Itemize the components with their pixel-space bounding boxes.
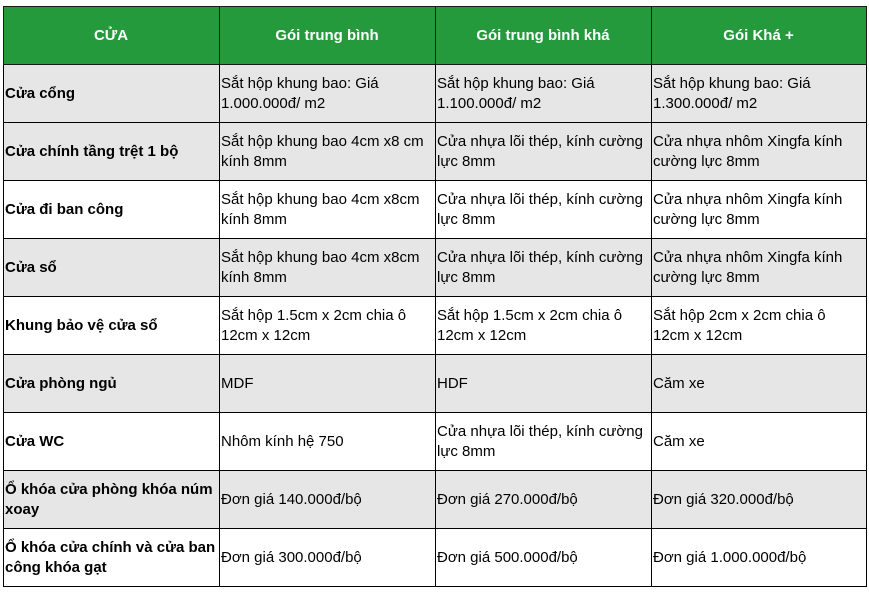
row-label: Ổ khóa cửa chính và cửa ban công khóa gạt xyxy=(4,529,220,587)
table-row xyxy=(4,529,867,587)
row-label: Cửa WC xyxy=(4,413,220,471)
table-cell: Đơn giá 140.000đ/bộ xyxy=(220,471,436,529)
table-cell: Sắt hộp 1.5cm x 2cm chia ô 12cm x 12cm xyxy=(436,297,652,355)
row-label: Cửa cổng xyxy=(4,65,220,123)
table-cell: Căm xe xyxy=(652,355,867,413)
table-cell: Sắt hộp khung bao: Giá 1.100.000đ/ m2 xyxy=(436,65,652,123)
row-label: Cửa chính tầng trệt 1 bộ xyxy=(4,123,220,181)
table-cell: Sắt hộp khung bao: Giá 1.300.000đ/ m2 xyxy=(652,65,867,123)
table-cell: Đơn giá 270.000đ/bộ xyxy=(436,471,652,529)
table-cell: HDF xyxy=(436,355,652,413)
table-cell: Căm xe xyxy=(652,413,867,471)
header-basic-package: Gói trung bình xyxy=(220,7,436,65)
table-cell: Đơn giá 500.000đ/bộ xyxy=(436,529,652,587)
row-label: Cửa phòng ngủ xyxy=(4,355,220,413)
table-header-row xyxy=(4,7,867,65)
table-row xyxy=(4,413,867,471)
table-cell: Cửa nhựa nhôm Xingfa kính cường lực 8mm xyxy=(652,123,867,181)
table-cell: Sắt hộp 1.5cm x 2cm chia ô 12cm x 12cm xyxy=(220,297,436,355)
header-mid-package: Gói trung bình khá xyxy=(436,7,652,65)
table-row xyxy=(4,181,867,239)
door-package-table xyxy=(3,6,867,587)
table-row xyxy=(4,239,867,297)
table-cell: Sắt hộp khung bao 4cm x8 cm kính 8mm xyxy=(220,123,436,181)
table-cell: Cửa nhựa nhôm Xingfa kính cường lực 8mm xyxy=(652,239,867,297)
table-cell: Cửa nhựa lõi thép, kính cường lực 8mm xyxy=(436,239,652,297)
table-cell: Cửa nhựa lõi thép, kính cường lực 8mm xyxy=(436,413,652,471)
table-cell: Sắt hộp khung bao 4cm x8cm kính 8mm xyxy=(220,239,436,297)
table-cell: Sắt hộp khung bao: Giá 1.000.000đ/ m2 xyxy=(220,65,436,123)
door-package-table-wrapper xyxy=(3,6,867,587)
table-cell: Nhôm kính hệ 750 xyxy=(220,413,436,471)
table-cell: Sắt hộp 2cm x 2cm chia ô 12cm x 12cm xyxy=(652,297,867,355)
table-cell: Sắt hộp khung bao 4cm x8cm kính 8mm xyxy=(220,181,436,239)
header-door: CỬA xyxy=(4,7,220,65)
header-premium-package: Gói Khá + xyxy=(652,7,867,65)
table-cell: Đơn giá 1.000.000đ/bộ xyxy=(652,529,867,587)
table-cell: Cửa nhựa lõi thép, kính cường lực 8mm xyxy=(436,123,652,181)
table-cell: MDF xyxy=(220,355,436,413)
row-label: Cửa đi ban công xyxy=(4,181,220,239)
table-cell: Cửa nhựa nhôm Xingfa kính cường lực 8mm xyxy=(652,181,867,239)
row-label: Ổ khóa cửa phòng khóa núm xoay xyxy=(4,471,220,529)
table-cell: Đơn giá 300.000đ/bộ xyxy=(220,529,436,587)
table-row xyxy=(4,471,867,529)
row-label: Cửa sổ xyxy=(4,239,220,297)
table-cell: Đơn giá 320.000đ/bộ xyxy=(652,471,867,529)
table-row xyxy=(4,297,867,355)
table-row xyxy=(4,355,867,413)
table-cell: Cửa nhựa lõi thép, kính cường lực 8mm xyxy=(436,181,652,239)
table-row xyxy=(4,123,867,181)
table-row xyxy=(4,65,867,123)
row-label: Khung bảo vệ cửa sổ xyxy=(4,297,220,355)
